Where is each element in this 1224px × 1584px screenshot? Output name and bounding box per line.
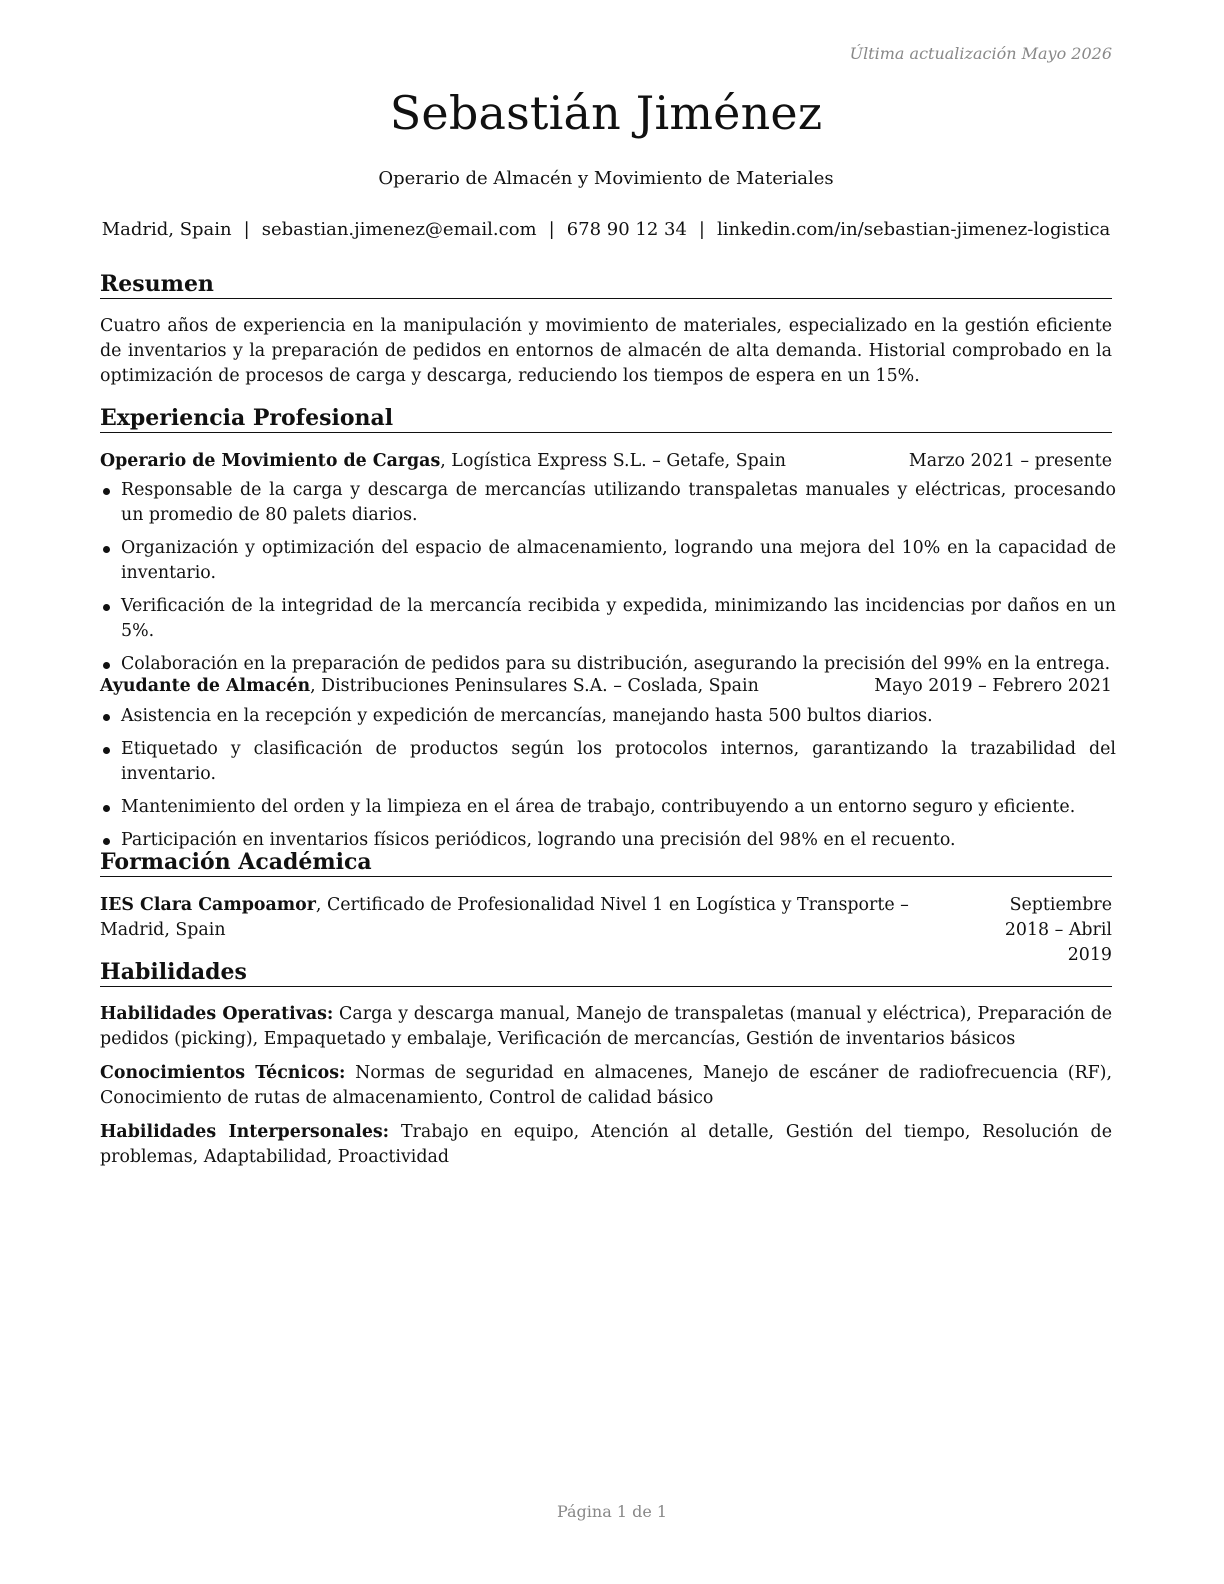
bullet-icon: [103, 662, 110, 669]
job-dates: Mayo 2019 – Febrero 2021: [874, 676, 1112, 696]
education-detail: [100, 893, 983, 968]
skill-group: [100, 1002, 1112, 1052]
list-item: [100, 704, 1116, 729]
job-role: Ayudante de Almacén: [100, 676, 311, 696]
job-dates: Marzo 2021 – presente: [908, 451, 1112, 471]
bullet-icon: [103, 546, 110, 553]
skill-group: [100, 1120, 1112, 1170]
section-title-experience: Experiencia Profesional: [100, 405, 1112, 433]
list-item: [100, 536, 1116, 586]
list-item: [100, 478, 1116, 528]
last-updated: Última actualización Mayo 2026: [849, 44, 1112, 63]
education-dates: Septiembre 2018 – Abril 2019: [1004, 895, 1112, 965]
skill-text: Carga y descarga manual, Manejo de transpaletas (manual y eléctrica), Preparación de pedidos (picking), Empaquetado y embalaje, Verificación de mercancías, Gestión de inventarios básicos: [100, 1004, 1113, 1049]
bullet-icon: [103, 714, 110, 721]
bullet-icon: [103, 805, 110, 812]
page-number: Página 1 de 1: [556, 1502, 668, 1521]
skill-text: Trabajo en equipo, Atención al detalle, Gestión del tiempo, Resolución de problemas, Adaptabilidad, Proactividad: [100, 1122, 1112, 1167]
bullet-text: Asistencia en la recepción y expedición de mercancías, manejando hasta 500 bultos diarios.: [121, 706, 933, 726]
contact-location: Madrid, Spain: [101, 219, 232, 240]
list-item: [100, 594, 1116, 644]
job-header: [100, 674, 1112, 699]
job-role: Operario de Movimiento de Cargas: [100, 451, 441, 471]
bullet-text: Colaboración en la preparación de pedidos para su distribución, asegurando la precisión del 99% en la entrega.: [121, 654, 1111, 674]
job-header: [100, 449, 1112, 474]
job-company: , Logística Express S.L. – Getafe, Spain: [440, 451, 786, 471]
candidate-subtitle: Operario de Almacén y Movimiento de Materiales: [378, 168, 834, 189]
bullet-text: Participación en inventarios físicos periódicos, logrando una precisión del 98% en el recuento.: [121, 830, 956, 850]
contact-email[interactable]: sebastian.jimenez@email.com: [261, 219, 537, 240]
bullet-text: Mantenimiento del orden y la limpieza en el área de trabajo, contribuyendo a un entorno seguro y eficiente.: [121, 797, 1076, 817]
contact-separator: |: [548, 219, 555, 240]
contact-linkedin[interactable]: linkedin.com/in/sebastian-jimenez-logistica: [717, 219, 1111, 240]
bullet-text: Organización y optimización del espacio de almacenamiento, logrando una mejora del 10% en la capacidad de inventario.: [121, 538, 1116, 583]
contact-line: [100, 219, 1112, 240]
bullet-icon: [103, 838, 110, 845]
contact-separator: |: [243, 219, 250, 240]
job-bullets: [100, 704, 1116, 861]
section-title-skills: Habilidades: [100, 959, 1112, 987]
bullet-text: Responsable de la carga y descarga de mercancías utilizando transpaletas manuales y eléctricas, procesando un promedio de 80 palets diarios.: [121, 480, 1116, 525]
skill-label: Conocimientos Técnicos:: [100, 1063, 346, 1083]
contact-separator: |: [698, 219, 705, 240]
job-bullets: [100, 478, 1116, 685]
skill-label: Habilidades Interpersonales:: [100, 1122, 390, 1142]
bullet-text: Verificación de la integridad de la mercancía recibida y expedida, minimizando las incidencias por daños en un 5%.: [121, 596, 1116, 641]
job-title-line: [100, 674, 759, 699]
education-program: , Certificado de Profesionalidad Nivel 1 en Logística y Transporte – Madrid, Spain: [100, 895, 909, 940]
education-entry: [100, 893, 1112, 968]
section-title-summary: Resumen: [100, 271, 1112, 299]
skill-group: [100, 1061, 1112, 1111]
summary-text: Cuatro años de experiencia en la manipulación y movimiento de materiales, especializado en la gestión eficiente de inventarios y la preparación de pedidos en entornos de almacén de alta demanda. Historial comprobado en la optimización de procesos de carga y descarga, reduciendo los tiempos de espera en un 15%.: [100, 316, 1112, 386]
list-item: [100, 795, 1116, 820]
education-school: IES Clara Campoamor: [100, 895, 316, 915]
bullet-icon: [103, 604, 110, 611]
skill-text: Normas de seguridad en almacenes, Manejo de escáner de radiofrecuencia (RF), Conocimiento de rutas de almacenamiento, Control de calidad básico: [100, 1063, 1112, 1108]
list-item: [100, 737, 1116, 787]
job-company: , Distribuciones Peninsulares S.A. – Coslada, Spain: [310, 676, 759, 696]
section-title-education: Formación Académica: [100, 849, 1112, 877]
skill-label: Habilidades Operativas:: [100, 1004, 334, 1024]
bullet-icon: [103, 488, 110, 495]
job-title-line: [100, 449, 786, 474]
contact-phone: 678 90 12 34: [566, 219, 687, 240]
candidate-name: Sebastián Jiménez: [389, 86, 823, 140]
bullet-icon: [103, 747, 110, 754]
bullet-text: Etiquetado y clasificación de productos según los protocolos internos, garantizando la trazabilidad del inventario.: [121, 739, 1116, 784]
